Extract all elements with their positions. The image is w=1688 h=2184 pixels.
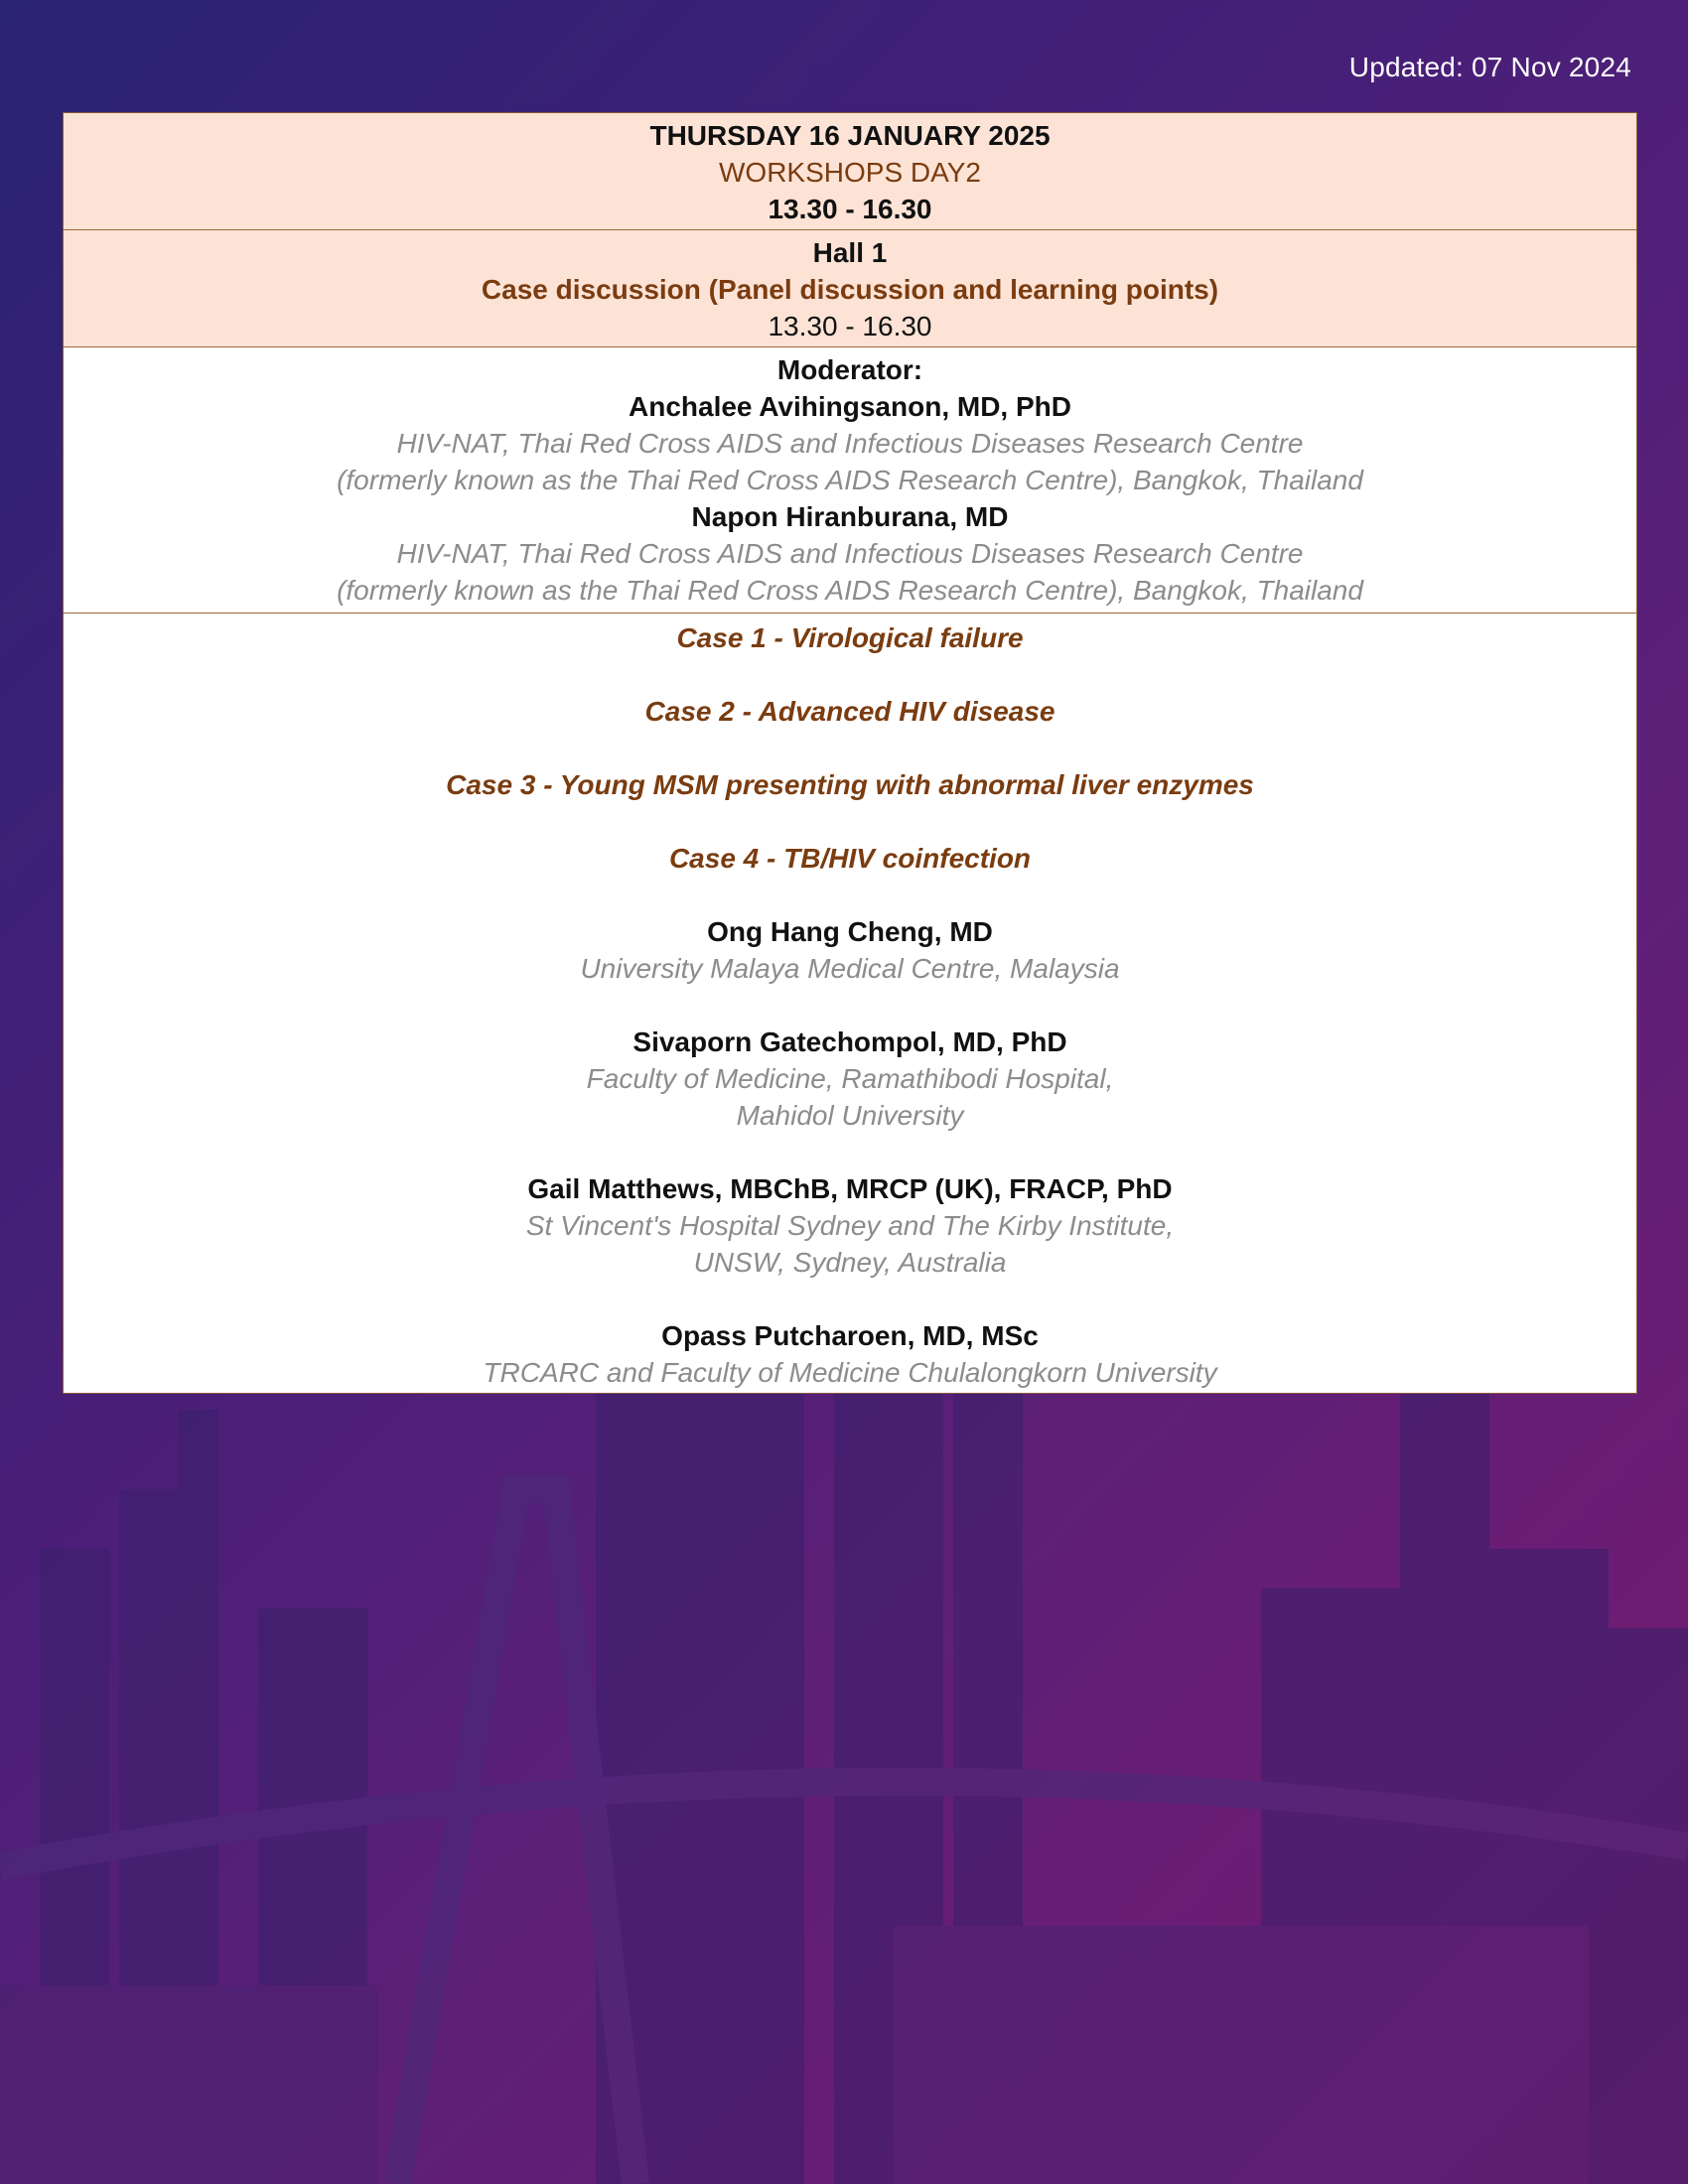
speaker <box>64 1024 1636 1134</box>
event-name: WORKSHOPS DAY2 <box>719 157 981 188</box>
case-title: Case 1 - Virological failure <box>676 622 1024 653</box>
speaker-affiliation: St Vincent's Hospital Sydney and The Kirby Institute, <box>525 1210 1175 1241</box>
speaker-name: Sivaporn Gatechompol, MD, PhD <box>633 1026 1067 1057</box>
case-title: Case 2 - Advanced HIV disease <box>644 696 1055 727</box>
session-header <box>64 230 1636 347</box>
speaker <box>64 1170 1636 1281</box>
speaker-name: Gail Matthews, MBChB, MRCP (UK), FRACP, PhD <box>527 1173 1173 1204</box>
speaker-affiliation: UNSW, Sydney, Australia <box>693 1247 1007 1278</box>
day-header <box>64 113 1636 230</box>
moderators-section <box>64 347 1636 614</box>
speaker-affiliation: Mahidol University <box>736 1100 964 1131</box>
day-time: 13.30 - 16.30 <box>768 194 932 224</box>
moderator-affiliation: (formerly known as the Thai Red Cross AIDS Research Centre), Bangkok, Thailand <box>337 575 1363 606</box>
session-time: 13.30 - 16.30 <box>768 311 932 341</box>
case-title: Case 3 - Young MSM presenting with abnormal liver enzymes <box>446 769 1254 800</box>
moderator-name: Anchalee Avihingsanon, MD, PhD <box>629 391 1071 422</box>
speaker-affiliation: TRCARC and Faculty of Medicine Chulalongkorn University <box>483 1357 1217 1388</box>
schedule-table <box>63 112 1637 1394</box>
speaker <box>64 1317 1636 1391</box>
speaker-affiliation: Faculty of Medicine, Ramathibodi Hospital, <box>586 1063 1114 1094</box>
day-date: THURSDAY 16 JANUARY 2025 <box>649 120 1051 151</box>
city-skyline-background <box>0 1291 1688 2184</box>
case-title: Case 4 - TB/HIV coinfection <box>668 843 1032 874</box>
updated-date: Updated: 07 Nov 2024 <box>1348 52 1631 82</box>
moderator-affiliation: (formerly known as the Thai Red Cross AIDS Research Centre), Bangkok, Thailand <box>337 465 1363 495</box>
cases-section <box>64 614 1636 1393</box>
moderator-label: Moderator: <box>776 354 923 385</box>
moderator-affiliation: HIV-NAT, Thai Red Cross AIDS and Infectious Diseases Research Centre <box>396 428 1304 459</box>
moderator-affiliation: HIV-NAT, Thai Red Cross AIDS and Infectious Diseases Research Centre <box>396 538 1304 569</box>
moderator <box>64 388 1636 498</box>
speaker <box>64 913 1636 987</box>
moderator <box>64 498 1636 609</box>
session-title: Case discussion (Panel discussion and learning points) <box>481 274 1219 305</box>
speaker-name: Opass Putcharoen, MD, MSc <box>661 1320 1039 1351</box>
speaker-name: Ong Hang Cheng, MD <box>707 916 993 947</box>
hall-name: Hall 1 <box>812 237 888 268</box>
speaker-affiliation: University Malaya Medical Centre, Malaysia <box>580 953 1120 984</box>
moderator-name: Napon Hiranburana, MD <box>691 501 1009 532</box>
